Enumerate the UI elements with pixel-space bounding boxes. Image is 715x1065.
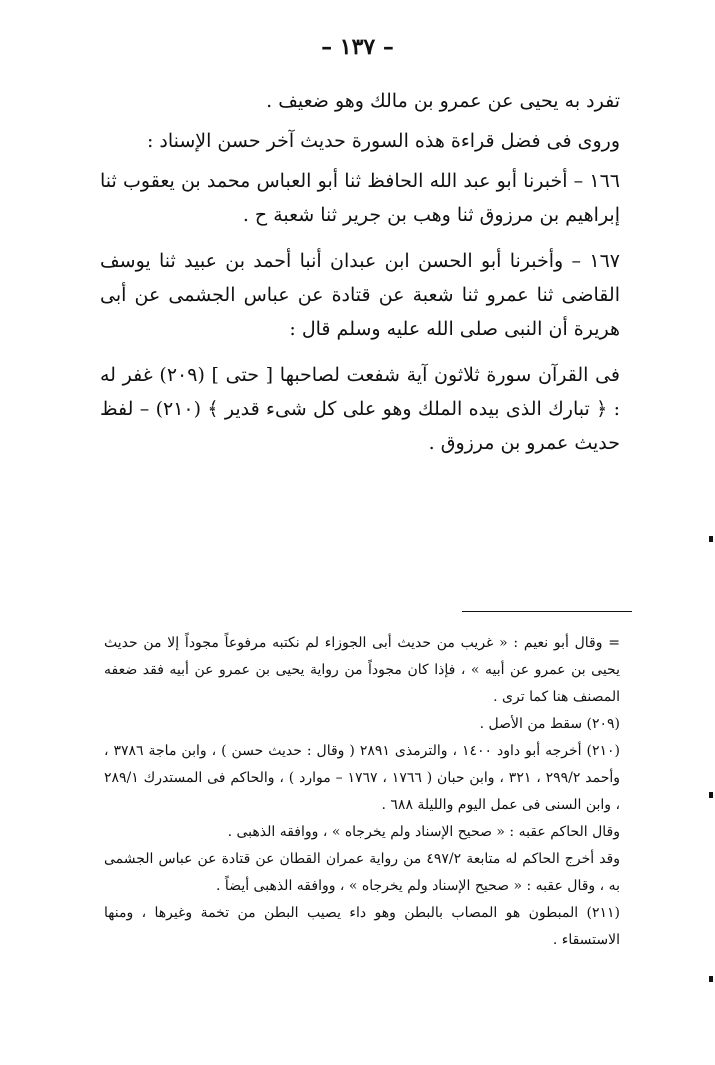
page-number: – ١٣٧ – [321, 34, 394, 60]
paragraph-intro: وروى فى فضل قراءة هذه السورة حديث آخر حسن الإسناد : [146, 130, 620, 152]
footnote-210-mutaba: وقد أخرج الحاكم له متابعة ٤٩٧/٢ من رواية عمران القطان عن قتادة عن عباس الجشمى به ، وقال عقبه : « صحيح الإسناد ولم يخرجاه » ، ووافقه الذهبى أيضاً . [104, 851, 620, 894]
margin-mark [709, 976, 713, 982]
paragraph-hadith-166: ١٦٦ – أخبرنا أبو عبد الله الحافظ ثنا أبو العباس محمد بن يعقوب ثنا إبراهيم بن مرزوق ثنا وهب بن جرير ثنا شعبة ح . [100, 170, 620, 226]
paragraph-hadith-167: ١٦٧ – وأخبرنا أبو الحسن ابن عبدان أنبا أحمد بن عبيد ثنا يوسف القاضى ثنا عمرو ثنا شعبة عن قتادة عن عباس الجشمى عن أبى هريرة أن النبى صلى الله عليه وسلم قال : [100, 250, 620, 340]
margin-mark [709, 536, 713, 542]
margin-mark [709, 792, 713, 798]
footnote-209: (٢٠٩) سقط من الأصل . [479, 716, 620, 732]
footnote-continuation: = وقال أبو نعيم : « غريب من حديث أبى الجوزاء لم نكتبه مرفوعاً مجوداً إلا من حديث يحيى بن عمرو عن أبيه » ، فإذا كان مجوداً من رواية يحيى بن عمرو عن أبيه فقد ضعفه المصنف هنا كما ترى . [104, 635, 620, 705]
footnotes [104, 630, 620, 954]
main-text [100, 84, 620, 472]
footnote-divider [462, 611, 632, 612]
paragraph-narrator-note: تفرد به يحيى عن عمرو بن مالك وهو ضعيف . [266, 90, 620, 112]
footnote-210-hakim: وقال الحاكم عقبه : « صحيح الإسناد ولم يخرجاه » ، ووافقه الذهبى . [227, 824, 620, 840]
footnote-210: (٢١٠) أخرجه أبو داود ١٤٠٠ ، والترمذى ٢٨٩١ ( وقال : حديث حسن ) ، وابن ماجة ٣٧٨٦ ، وأحمد ٢٩٩/٢ ، ٣٢١ ، وابن حبان ( ١٧٦٦ ، ١٧٦٧ – موارد ) ، والحاكم فى المستدرك ٢٨٩/١ ، وابن السنى فى عمل اليوم والليلة ٦٨٨ . [104, 743, 621, 813]
footnote-211: (٢١١) المبطون هو المصاب بالبطن وهو داء يصيب البطن من تخمة وغيرها ، ومنها الاستسقاء . [104, 905, 620, 948]
paragraph-hadith-text: فى القرآن سورة ثلاثون آية شفعت لصاحبها [ حتى ] (٢٠٩) غفر له : ﴿ تبارك الذى بيده الملك وهو على كل شىء قدير ﴾ (٢١٠) – لفظ حديث عمرو بن مرزوق . [100, 364, 620, 454]
